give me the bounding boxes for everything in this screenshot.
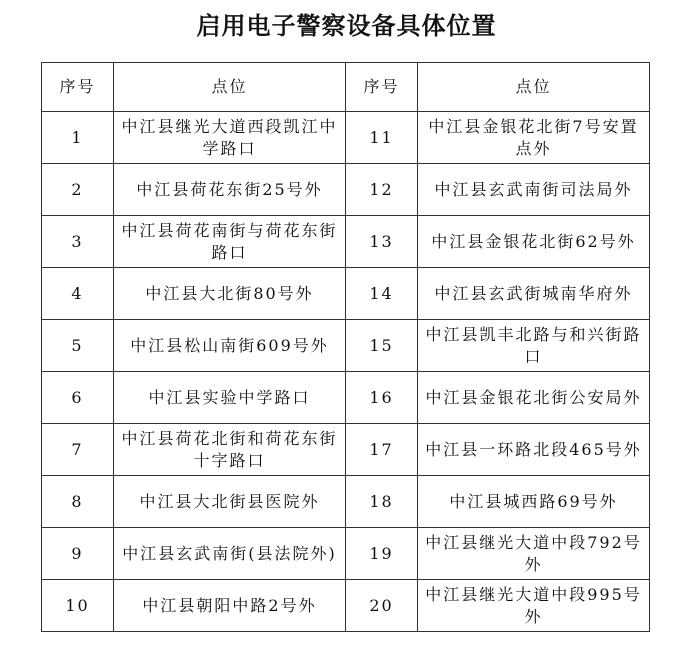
device-location-table xyxy=(41,62,650,632)
location-cell: 中江县继光大道西段凯江中学路口 xyxy=(114,112,346,164)
location-cell: 中江县玄武街城南华府外 xyxy=(418,268,650,320)
seq-cell: 6 xyxy=(42,372,114,424)
table-row xyxy=(42,268,650,320)
location-cell: 中江县大北街80号外 xyxy=(114,268,346,320)
seq-cell: 5 xyxy=(42,320,114,372)
header-seq-right: 序号 xyxy=(346,63,418,112)
location-cell: 中江县金银花北街公安局外 xyxy=(418,372,650,424)
location-cell: 中江县荷花南街与荷花东街路口 xyxy=(114,216,346,268)
seq-cell: 8 xyxy=(42,476,114,528)
seq-cell: 13 xyxy=(346,216,418,268)
page-title: 启用电子警察设备具体位置 xyxy=(196,11,497,40)
table-header-row xyxy=(42,63,650,112)
location-cell: 中江县金银花北街7号安置点外 xyxy=(418,112,650,164)
location-cell: 中江县大北街县医院外 xyxy=(114,476,346,528)
seq-cell: 19 xyxy=(346,528,418,580)
seq-cell: 12 xyxy=(346,164,418,216)
seq-cell: 1 xyxy=(42,112,114,164)
location-cell: 中江县玄武南街(县法院外) xyxy=(114,528,346,580)
table-row xyxy=(42,476,650,528)
seq-cell: 10 xyxy=(42,580,114,632)
seq-cell: 3 xyxy=(42,216,114,268)
seq-cell: 18 xyxy=(346,476,418,528)
seq-cell: 7 xyxy=(42,424,114,476)
seq-cell: 15 xyxy=(346,320,418,372)
seq-cell: 14 xyxy=(346,268,418,320)
seq-cell: 9 xyxy=(42,528,114,580)
location-cell: 中江县朝阳中路2号外 xyxy=(114,580,346,632)
location-cell: 中江县继光大道中段995号外 xyxy=(418,580,650,632)
seq-cell: 2 xyxy=(42,164,114,216)
location-cell: 中江县荷花北街和荷花东街十字路口 xyxy=(114,424,346,476)
table-row xyxy=(42,528,650,580)
header-location-right: 点位 xyxy=(418,63,650,112)
header-seq-left: 序号 xyxy=(42,63,114,112)
location-cell: 中江县金银花北街62号外 xyxy=(418,216,650,268)
table-row xyxy=(42,424,650,476)
table-row xyxy=(42,216,650,268)
header-location-left: 点位 xyxy=(114,63,346,112)
location-cell: 中江县一环路北段465号外 xyxy=(418,424,650,476)
location-cell: 中江县实验中学路口 xyxy=(114,372,346,424)
table-row xyxy=(42,320,650,372)
seq-cell: 4 xyxy=(42,268,114,320)
location-cell: 中江县凯丰北路与和兴街路口 xyxy=(418,320,650,372)
seq-cell: 16 xyxy=(346,372,418,424)
location-cell: 中江县继光大道中段792号外 xyxy=(418,528,650,580)
table-row xyxy=(42,372,650,424)
seq-cell: 11 xyxy=(346,112,418,164)
location-cell: 中江县松山南街609号外 xyxy=(114,320,346,372)
location-cell: 中江县城西路69号外 xyxy=(418,476,650,528)
seq-cell: 17 xyxy=(346,424,418,476)
table-row xyxy=(42,164,650,216)
seq-cell: 20 xyxy=(346,580,418,632)
table-row xyxy=(42,580,650,632)
table-row xyxy=(42,112,650,164)
location-cell: 中江县玄武南街司法局外 xyxy=(418,164,650,216)
location-cell: 中江县荷花东街25号外 xyxy=(114,164,346,216)
